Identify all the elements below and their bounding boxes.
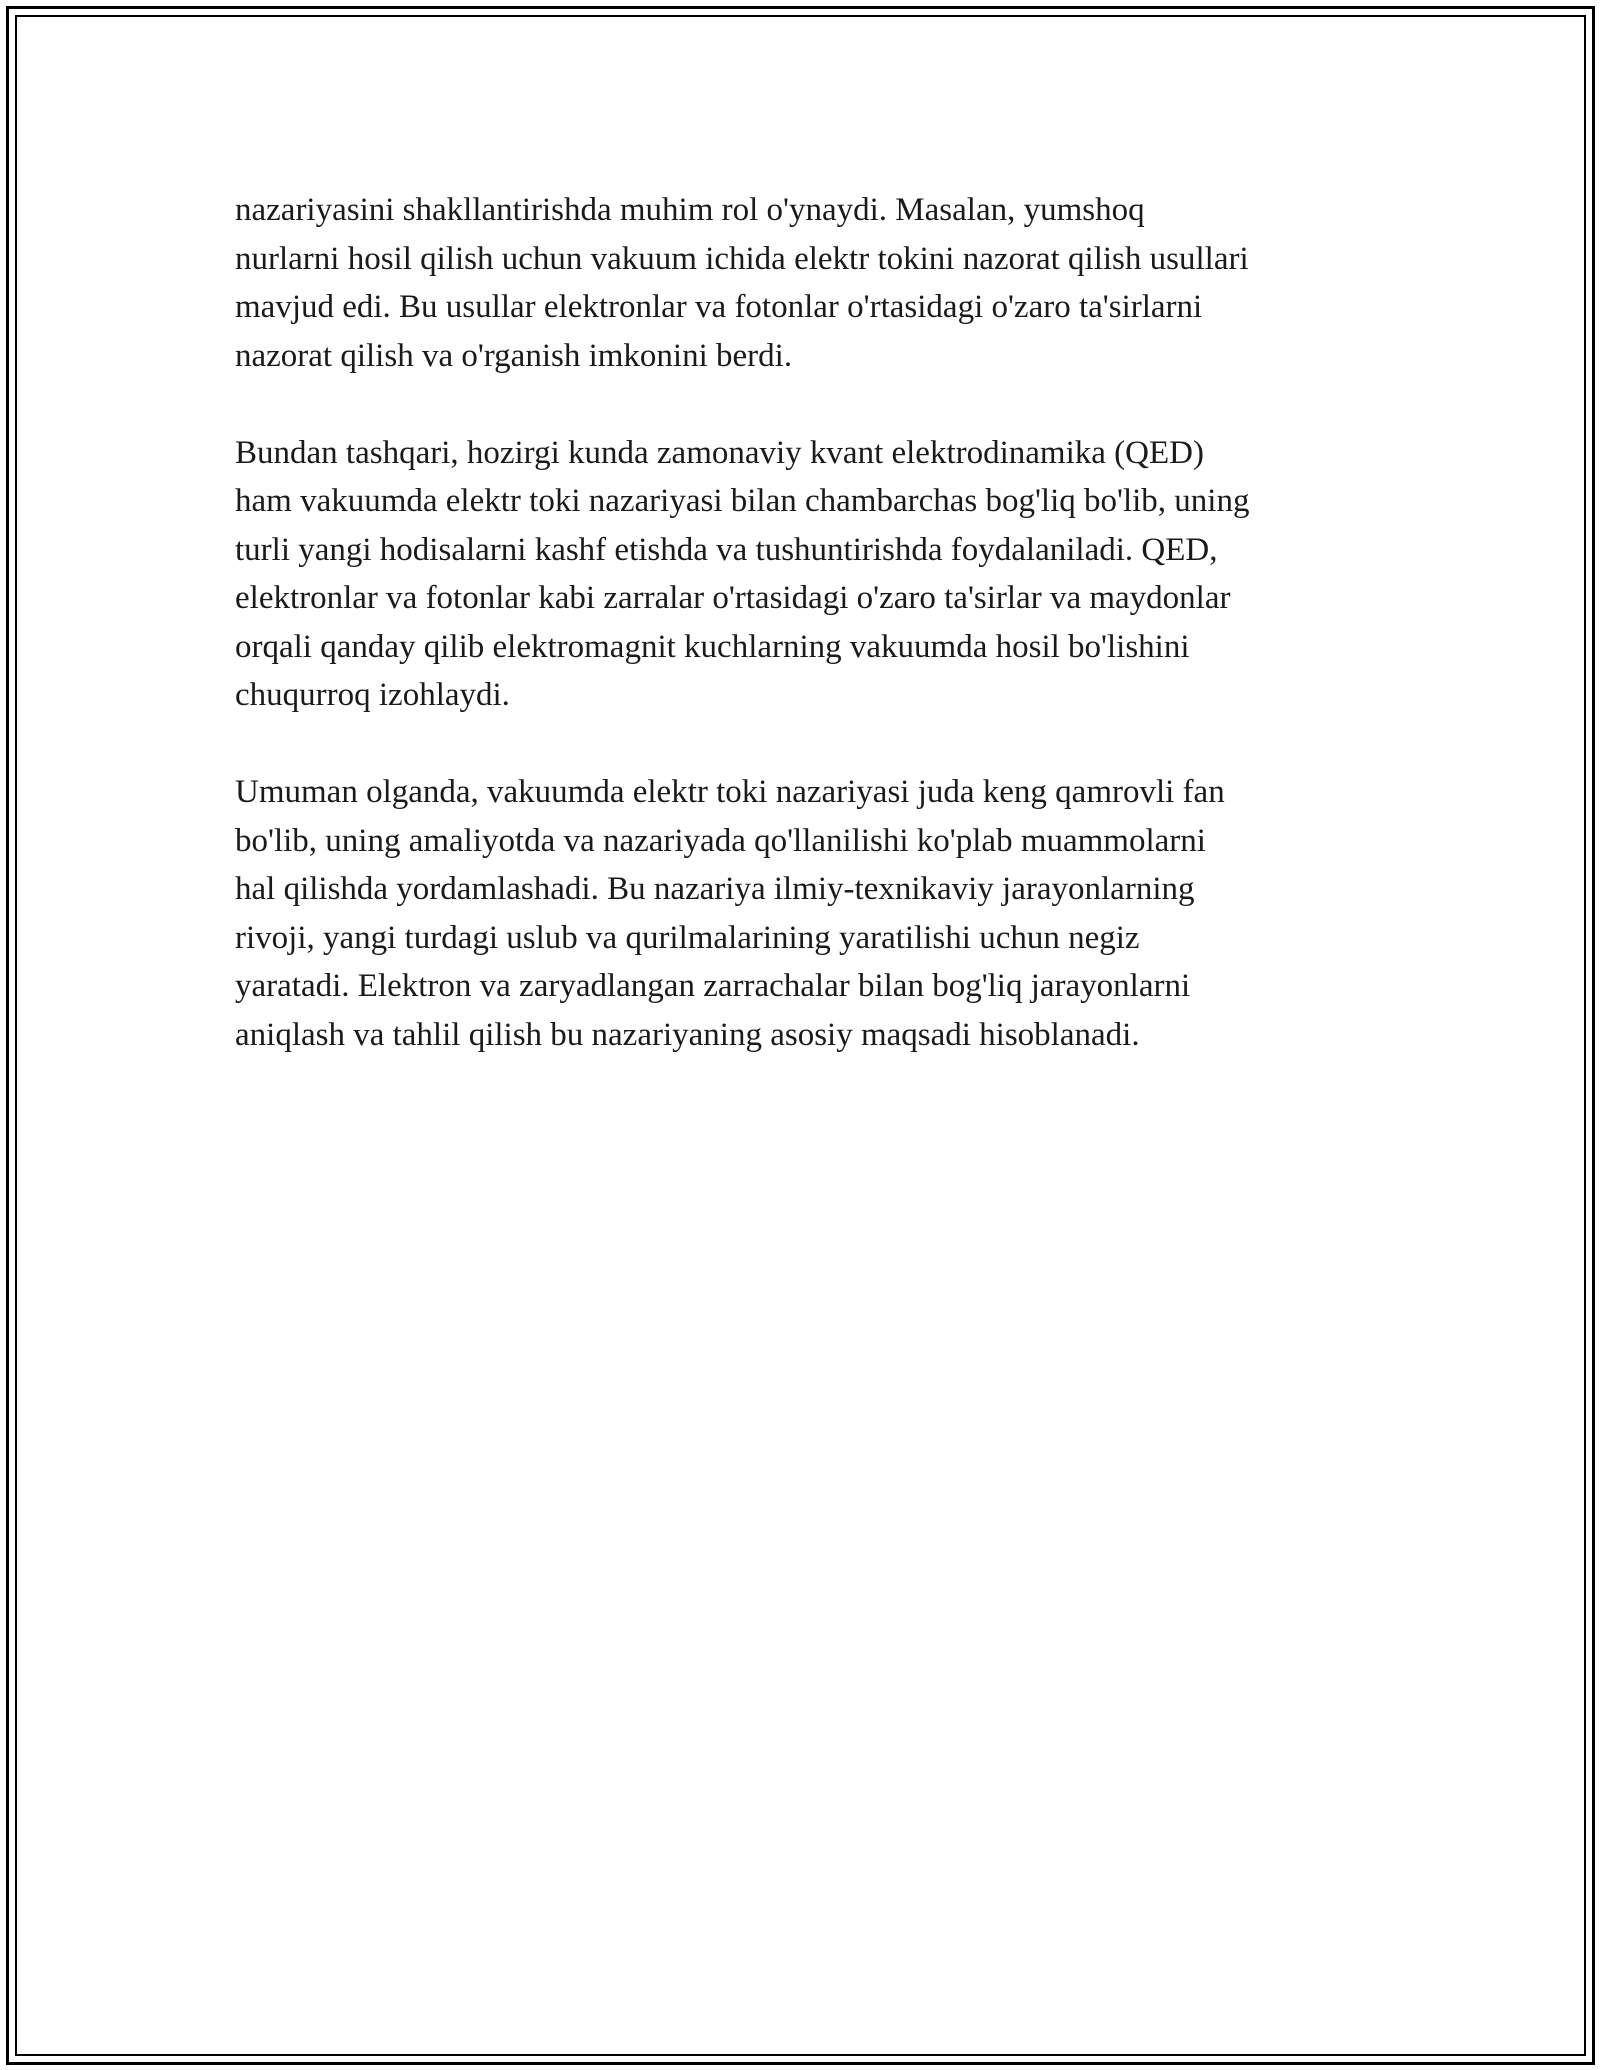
paragraph-2 xyxy=(235,429,1370,720)
text-line: bo'lib, uning amaliyotda va nazariyada qo'llanilishi ko'plab muammolarni xyxy=(235,822,1206,859)
paragraph-3 xyxy=(235,768,1370,1059)
text-line: rivoji, yangi turdagi uslub va qurilmalarining yaratilishi uchun negiz xyxy=(235,919,1140,956)
text-line: elektronlar va fotonlar kabi zarralar o'rtasidagi o'zaro ta'sirlar va maydonlar xyxy=(235,580,1231,616)
text-line: hal qilishda yordamlashadi. Bu nazariya ilmiy-texnikaviy jarayonlarning xyxy=(235,871,1195,907)
text-line: ham vakuumda elektr toki nazariyasi bilan chambarchas bog'liq bo'lib, uning xyxy=(235,483,1250,519)
text-line: nurlarni hosil qilish uchun vakuum ichida elektr tokini nazorat qilish usullari xyxy=(235,240,1249,277)
text-line: orqali qanday qilib elektromagnit kuchlarning vakuumda hosil bo'lishini xyxy=(235,628,1190,665)
text-line: mavjud edi. Bu usullar elektronlar va fotonlar o'rtasidagi o'zaro ta'sirlarni xyxy=(235,289,1203,325)
paragraph-1 xyxy=(235,186,1370,380)
text-line: nazariyasini shakllantirishda muhim rol o'ynaydi. Masalan, yumshoq xyxy=(235,192,1145,228)
text-line: aniqlash va tahlil qilish bu nazariyaning asosiy maqsadi hisoblanadi. xyxy=(235,1016,1140,1053)
text-line: Umuman olganda, vakuumda elektr toki nazariyasi juda keng qamrovli fan xyxy=(235,774,1225,810)
document-body xyxy=(235,186,1370,1108)
text-line: turli yangi hodisalarni kashf etishda va tushuntirishda foydalaniladi. QED, xyxy=(235,531,1218,568)
text-line: yaratadi. Elektron va zaryadlangan zarrachalar bilan bog'liq jarayonlarni xyxy=(235,968,1191,1004)
text-line: Bundan tashqari, hozirgi kunda zamonaviy kvant elektrodinamika (QED) xyxy=(235,434,1204,471)
text-line: nazorat qilish va o'rganish imkonini berdi. xyxy=(235,337,793,374)
text-line: chuqurroq izohlaydi. xyxy=(235,677,510,713)
